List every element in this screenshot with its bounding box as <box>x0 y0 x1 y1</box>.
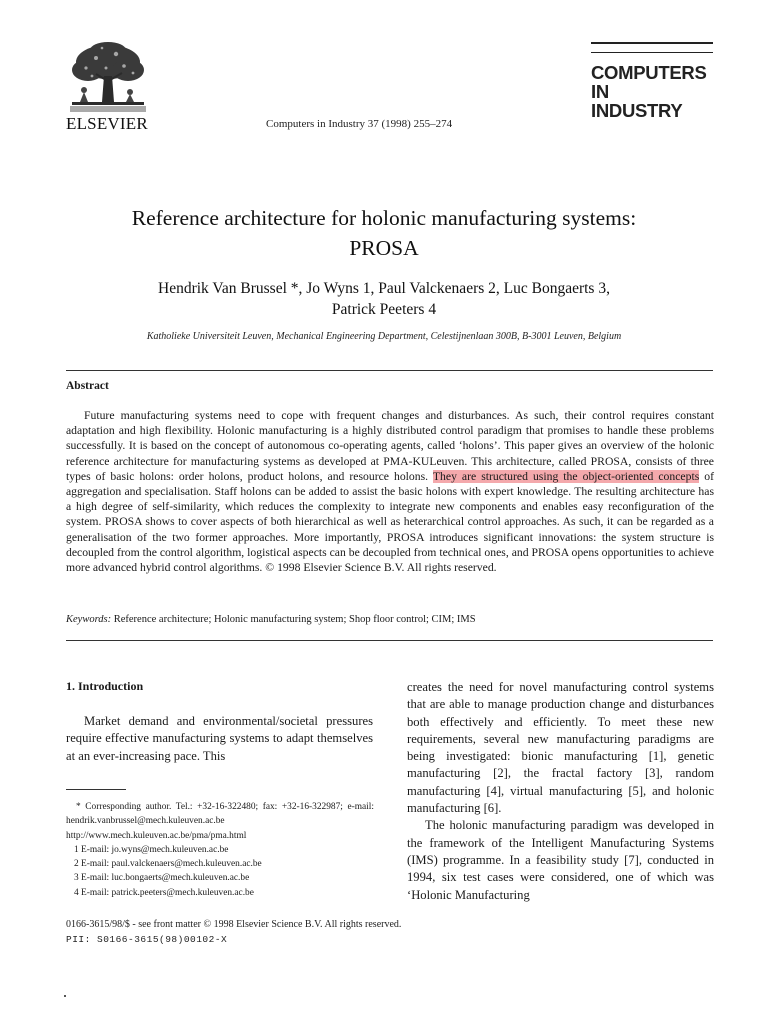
page-dot <box>64 995 66 997</box>
section-heading-introduction: 1. Introduction <box>66 679 144 693</box>
footnote-rule <box>66 789 126 790</box>
intro-paragraph-left: Market demand and environmental/societal pressures require effective manufacturing systems to adapt themselves at an ever-increasing pace. This <box>66 714 373 763</box>
keywords-label: Keywords: <box>66 614 112 625</box>
article-title <box>0 203 768 263</box>
abstract-text-before: Future manufacturing systems need to cope with frequent changes and disturbances. As such, their control requires constant adaptation and high flexibility. Holonic manufacturing is a highly distributed control paradigm that promises to handle these problems successfully. It is based on the concept of autonomous co-operating agents, called ‘holons’. This paper gives an overview of the holonic reference architecture for manufacturing systems as developed at PMA-KULeuven. This architecture, called PROSA, consists of three types of basic holons: order holons, product holons, and resource holons. <box>66 409 714 483</box>
author-list <box>0 278 768 320</box>
elsevier-tree-logo <box>66 40 150 116</box>
abstract-top-rule <box>66 370 713 371</box>
authors-line2: Patrick Peeters 4 <box>331 301 437 318</box>
footnote-4: 4 E-mail: patrick.peeters@mech.kuleuven.ac.be <box>74 887 254 898</box>
affiliation: Katholieke Universiteit Leuven, Mechanical Engineering Department, Celestijnenlaan 300B, B-3001 Leuven, Belgium <box>146 331 622 342</box>
abstract-body <box>66 408 714 575</box>
journal-citation: Computers in Industry 37 (1998) 255–274 <box>266 118 453 130</box>
footnotes <box>66 800 374 900</box>
intro-paragraph-right-2: The holonic manufacturing paradigm was developed in the framework of the Intelligent Manufacturing Systems (IMS) programme. In a feasibility study [7], conducted in 1994, six test cases were considered, one of which was ‘Holonic Manufacturing <box>407 818 714 902</box>
journal-brand-line1: COMPUTERS IN <box>591 62 707 102</box>
copyright-line: 0166-3615/98/$ - see front matter © 1998 Elsevier Science B.V. All rights reserved. <box>66 919 402 930</box>
abstract-highlight[interactable]: They are structured using the object-oriented concepts <box>432 469 700 483</box>
intro-paragraph-right-1: creates the need for novel manufacturing control systems that are able to manage production change and disturbances both effectively and efficiently. To meet these new requirements, several new manufacturing paradigms are being investigated: bionic manufacturing [1], genetic manufacturing [2], the fractal factory [3], random manufacturing [4], virtual manufacturing [5], and holonic manufacturing [6]. <box>407 680 714 816</box>
keywords <box>66 614 714 625</box>
footnote-3: 3 E-mail: luc.bongaerts@mech.kuleuven.ac.be <box>74 873 250 884</box>
abstract-bottom-rule <box>66 640 713 641</box>
brand-rule-top <box>591 42 713 44</box>
authors-line1: Hendrik Van Brussel *, Jo Wyns 1, Paul Valckenaers 2, Luc Bongaerts 3, <box>158 280 610 297</box>
publisher-name: ELSEVIER <box>66 114 148 133</box>
journal-brand <box>591 63 721 120</box>
title-line2: PROSA <box>349 236 419 260</box>
intro-right-column <box>407 679 714 904</box>
title-line1: Reference architecture for holonic manufacturing systems: <box>131 206 637 230</box>
journal-brand-line2: INDUSTRY <box>591 100 683 121</box>
abstract-heading: Abstract <box>66 380 109 392</box>
footnote-1: 1 E-mail: jo.wyns@mech.kuleuven.ac.be <box>74 844 229 855</box>
footnote-corresponding: * Corresponding author. Tel.: +32-16-322480; fax: +32-16-322987; e-mail: hendrik.vanbrussel@mech.kuleuven.ac.be http://www.mech.kuleuven.ac.be/pma/pma.html <box>66 802 374 841</box>
front-matter-meta <box>66 918 401 947</box>
keywords-text: Reference architecture; Holonic manufacturing system; Shop floor control; CIM; IMS <box>113 614 476 625</box>
brand-rule-bottom <box>591 52 713 53</box>
pii-line: PII: S0166-3615(98)00102-X <box>66 933 228 945</box>
abstract-text-after: of aggregation and specialisation. Staff holons can be added to assist the basic holons with expert knowledge. The resulting architecture has a high degree of self-similarity, which reduces the complexity to integrate new components and enables easy reconfiguration of the system. PROSA shows to cover aspects of both hierarchical as well as heterarchical control approaches. As such, it can be regarded as a generalisation of the two former approaches. More importantly, PROSA introduces significant innovations: the system structure is decoupled from the control algorithm, logistical aspects can be decoupled from technical ones, and PROSA opens opportunities to achieve more advanced hybrid control algorithms. © 1998 Elsevier Science B.V. All rights reserved. <box>66 469 715 575</box>
footnote-2: 2 E-mail: paul.valckenaers@mech.kuleuven.ac.be <box>74 859 262 870</box>
